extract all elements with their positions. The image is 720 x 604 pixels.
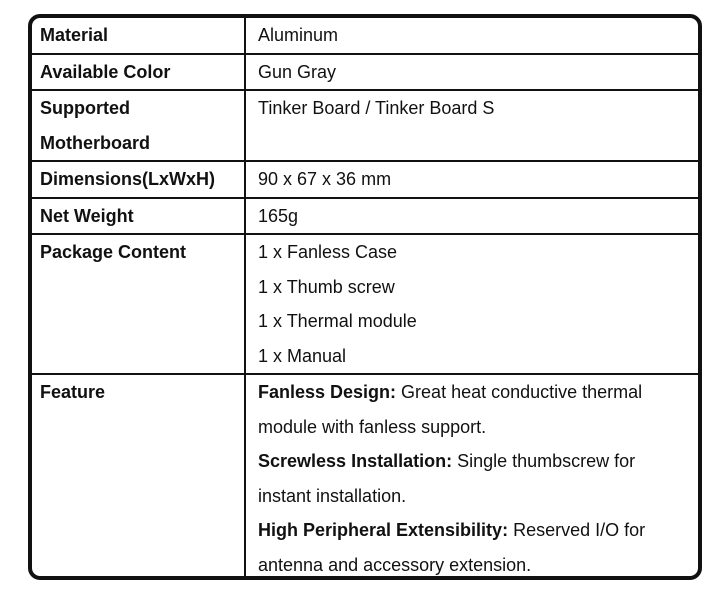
table-row-available-color — [32, 54, 698, 91]
table-row-package-content — [32, 234, 698, 374]
feature-title: Screwless Installation: — [258, 451, 453, 471]
table-row-feature — [32, 374, 698, 580]
feature-title: Fanless Design: — [258, 382, 397, 402]
list-item: 1 x Fanless Case — [258, 242, 398, 262]
row-label: Net Weight — [32, 198, 245, 235]
row-label: Dimensions(LxWxH) — [32, 161, 245, 198]
feature-line — [258, 513, 690, 548]
feature-line: module with fanless support. — [258, 416, 487, 437]
list-item: 1 x Manual — [258, 345, 347, 366]
feature-line: instant installation. — [258, 485, 407, 506]
table-row-dimensions — [32, 161, 698, 198]
feature-text: Reserved I/O for — [508, 520, 646, 540]
spec-table-frame — [28, 14, 702, 580]
row-value: 165g — [245, 198, 698, 235]
feature-item — [258, 513, 690, 580]
feature-text: Single thumbscrew for — [452, 451, 636, 471]
feature-line: antenna and accessory extension. — [258, 554, 532, 575]
table-row-net-weight — [32, 198, 698, 235]
feature-item — [258, 444, 690, 513]
feature-item — [258, 375, 690, 444]
feature-line — [258, 375, 690, 410]
list-item: 1 x Thumb screw — [258, 276, 395, 297]
row-label — [32, 90, 245, 161]
row-label-line: Supported — [40, 98, 130, 118]
row-value: 90 x 67 x 36 mm — [245, 161, 698, 198]
row-value: Aluminum — [245, 18, 698, 54]
row-label: Material — [32, 18, 245, 54]
row-value: Gun Gray — [245, 54, 698, 91]
row-label: Available Color — [32, 54, 245, 91]
table-row-supported-motherboard — [32, 90, 698, 161]
row-value: Tinker Board / Tinker Board S — [245, 90, 698, 161]
table-row-material — [32, 18, 698, 54]
row-label: Package Content — [32, 234, 245, 374]
feature-text: Great heat conductive thermal — [396, 382, 643, 402]
feature-title: High Peripheral Extensibility: — [258, 520, 509, 540]
row-value — [245, 234, 698, 374]
list-item: 1 x Thermal module — [258, 311, 417, 331]
row-value — [245, 374, 698, 580]
row-label-line: Motherboard — [40, 132, 150, 153]
feature-line — [258, 444, 690, 479]
row-label: Feature — [32, 374, 245, 580]
spec-table — [32, 18, 698, 580]
